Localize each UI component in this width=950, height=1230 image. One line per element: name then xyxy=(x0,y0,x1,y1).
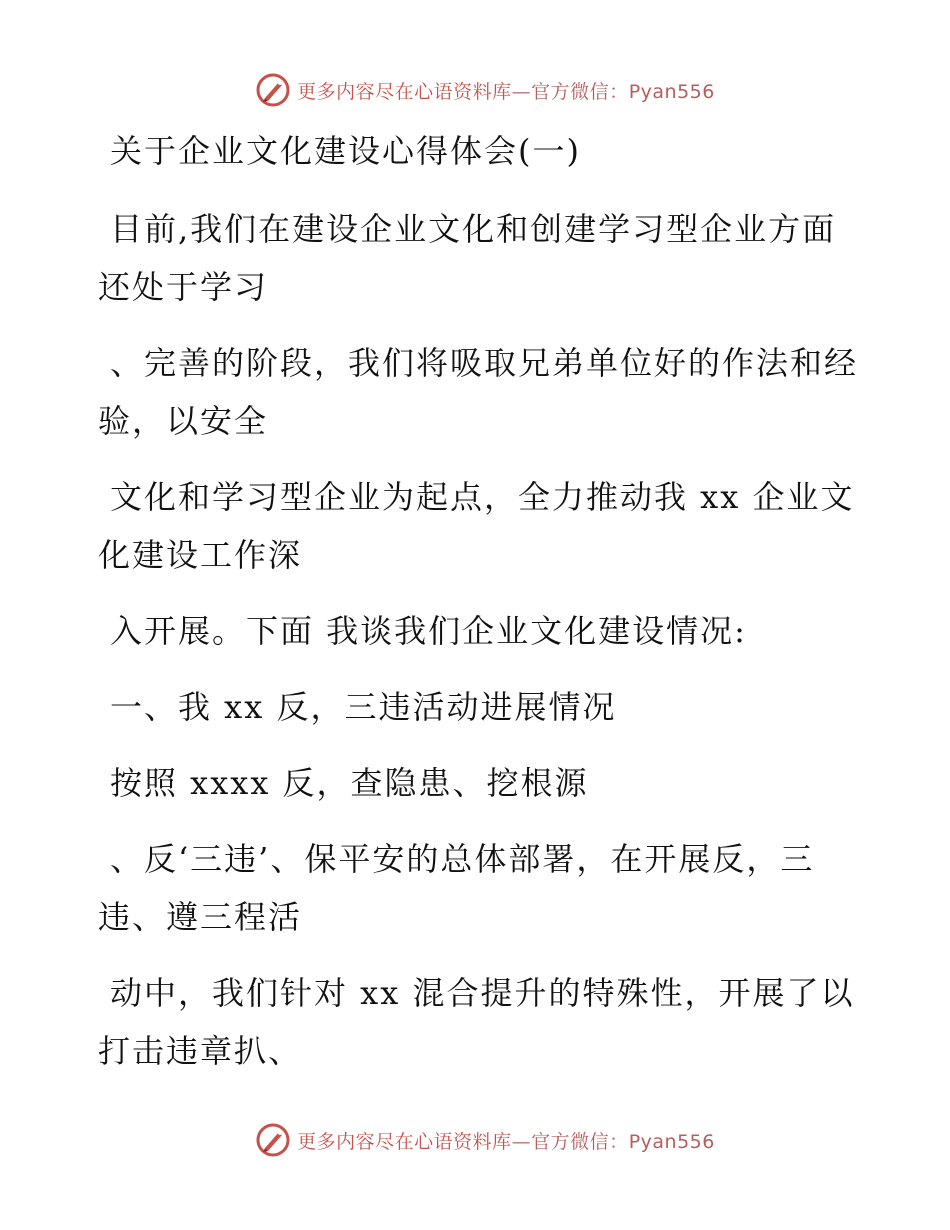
paragraph-2: 、完善的阶段，我们将吸取兄弟单位好的作法和经验，以安全 xyxy=(98,344,859,440)
document-title: 关于企业文化建设心得体会(一) xyxy=(110,132,581,170)
banner-inner-bottom xyxy=(255,1122,715,1158)
pen-logo-icon xyxy=(255,72,291,108)
paragraph-4: 入开展。下面 我谈我们企业文化建设情况: xyxy=(110,612,747,650)
document-body xyxy=(98,122,858,1098)
banner-wechat-id: Pyan556 xyxy=(628,1130,715,1153)
banner-wechat-label: 官方微信： xyxy=(531,80,629,103)
paragraph-1: 目前,我们在建设企业文化和创建学习型企业方面还处于学习 xyxy=(98,210,837,306)
banner-dash: — xyxy=(511,80,532,103)
paragraph-7: 、反‘三违’、保平安的总体部署，在开展反，三违、遵三程活 xyxy=(98,840,815,936)
banner-inner xyxy=(255,72,715,108)
banner-wechat-label: 官方微信： xyxy=(531,1130,629,1153)
banner-text-bottom xyxy=(297,1127,715,1154)
banner-text xyxy=(297,77,715,104)
paragraph-5: 一、我 xx 反，三违活动进展情况 xyxy=(110,688,617,726)
pen-logo-icon xyxy=(255,1122,291,1158)
header-watermark-banner xyxy=(0,70,950,110)
banner-dash: — xyxy=(511,1130,532,1153)
footer-watermark-banner xyxy=(0,1120,950,1160)
paragraph-6: 按照 xxxx 反，查隐患、挖根源 xyxy=(110,764,589,802)
banner-site-text: 更多内容尽在心语资料库 xyxy=(297,80,512,103)
paragraph-3: 文化和学习型企业为起点，全力推动我 xx 企业文化建设工作深 xyxy=(98,478,855,574)
banner-site-text: 更多内容尽在心语资料库 xyxy=(297,1130,512,1153)
paragraph-8: 动中，我们针对 xx 混合提升的特殊性，开展了以打击违章扒、 xyxy=(98,974,855,1070)
banner-wechat-id: Pyan556 xyxy=(628,80,715,103)
